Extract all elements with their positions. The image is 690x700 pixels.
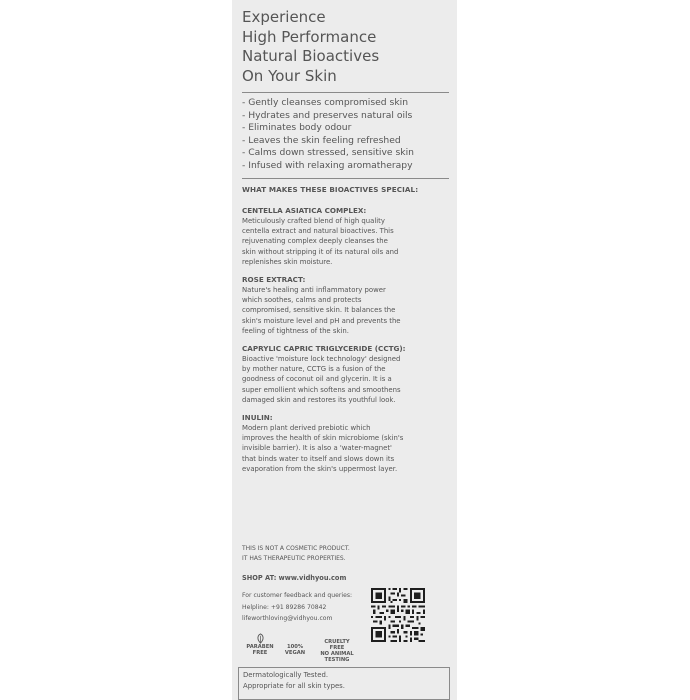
footer-note: Dermatologically Tested. Appropriate for all skin types.: [238, 667, 450, 700]
ingredient-block: [242, 275, 449, 336]
contact-feedback: For customer feedback and queries:: [242, 592, 353, 599]
headline-line-1: Experience: [242, 8, 326, 26]
benefit-item: - Infused with relaxing aromatherapy: [242, 159, 413, 171]
benefit-item: - Gently cleanses compromised skin: [242, 97, 409, 108]
contact-email: lifeworthloving@vidhyou.com: [242, 615, 333, 622]
ingredient-block: [242, 206, 449, 267]
benefit-item: - Eliminates body odour: [242, 122, 352, 133]
badge-vegan: [282, 632, 308, 656]
ingredient-text: Meticulously crafted blend of high quality centella extract and natural bioactives. This rejuvenating complex deeply cleanses the skin without stripping it of its natural oils and replenishes skin moisture.: [242, 217, 399, 266]
divider: [242, 178, 449, 179]
ingredient-title: CAPRYLIC CAPRIC TRIGLYCERIDE (CCTG):: [242, 344, 406, 354]
shop-link: SHOP AT: www.vidhyou.com: [242, 574, 347, 582]
section-title: WHAT MAKES THESE BIOACTIVES SPECIAL:: [242, 185, 419, 194]
benefit-item: - Leaves the skin feeling refreshed: [242, 134, 401, 146]
contact-helpline: Helpline: +91 89286 70842: [242, 603, 327, 611]
leaf-icon: [255, 633, 266, 644]
badges-row: [242, 632, 372, 666]
ingredient-title: CENTELLA ASIATICA COMPLEX:: [242, 206, 367, 215]
badge-label: CRUELTY FREE NO ANIMAL TESTING: [320, 639, 354, 663]
benefit-item: - Calms down stressed, sensitive skin: [242, 147, 414, 158]
benefits-list: [242, 97, 449, 172]
ingredient-text: Nature's healing anti inflammatory power which soothes, calms and protects compromised, sensitive skin. It balances the skin's moisture level and pH and prevents the feeling of tightness of the skin.: [242, 286, 401, 335]
ingredient-title: INULIN:: [242, 413, 273, 423]
ingredient-block: [242, 413, 449, 474]
badge-label: 100% VEGAN: [284, 644, 306, 656]
headline: [242, 8, 449, 86]
headline-line-3: Natural Bioactives: [242, 47, 380, 65]
ingredient-text: Modern plant derived prebiotic which improves the health of skin microbiome (skin's invisible barrier). It is also a 'water-magnet' that binds water to itself and slows down its evaporation from the skin's uppermost layer.: [242, 424, 404, 473]
disclaimer: THIS IS NOT A COSMETIC PRODUCT. IT HAS THERAPEUTIC PROPERTIES.: [242, 545, 350, 562]
ingredient-title: ROSE EXTRACT:: [242, 275, 306, 285]
badge-paraben-free: [242, 632, 278, 656]
ingredient-block: [242, 344, 449, 405]
divider: [242, 92, 449, 93]
badge-label: PARABEN FREE: [246, 644, 274, 656]
benefit-item: - Hydrates and preserves natural oils: [242, 109, 413, 121]
badge-cruelty-free: [314, 639, 360, 663]
product-label-panel: [232, 0, 457, 700]
qr-code-icon: [371, 588, 425, 642]
headline-line-2: High Performance: [242, 27, 377, 46]
headline-line-4: On Your Skin: [242, 66, 337, 85]
ingredient-text: Bioactive 'moisture lock technology' designed by mother nature, CCTG is a fusion of the goodness of coconut oil and glycerin. It is a super emollient which softens and smoothens damaged skin and restores its youthful look.: [242, 355, 401, 404]
contact-info: [242, 590, 352, 625]
